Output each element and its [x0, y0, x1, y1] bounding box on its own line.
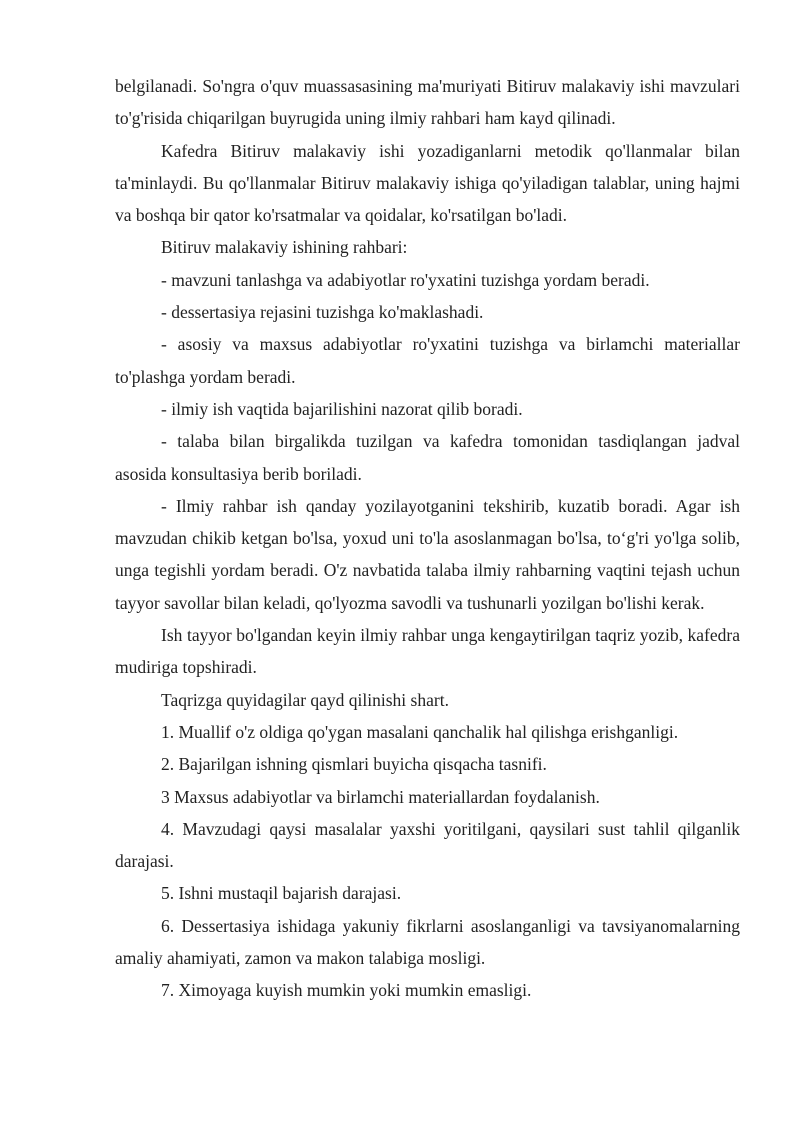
numbered-item: 2. Bajarilgan ishning qismlari buyicha qisqacha tasnifi.	[161, 754, 547, 775]
list-item: - Ilmiy rahbar ish qanday yozilayotganini tekshirib, kuzatib boradi. Agar ish mavzudan chikib ketgan bo'lsa, yoxud uni to'la asoslanmagan bo'lsa, to‘g'ri yo'lga solib, unga tegishli yordam beradi. O'z navbatida talaba ilmiy rahbarning vaqtini tejash uchun tayyor savollar bilan keladi, qo'lyozma savodli va tushunarli yozilgan bo'lishi kerak.	[115, 495, 740, 613]
numbered-item: 7. Ximoyaga kuyish mumkin yoki mumkin emasligi.	[161, 980, 532, 1001]
list-item: - mavzuni tanlashga va adabiyotlar ro'yxatini tuzishga yordam beradi.	[161, 269, 650, 290]
numbered-item: 5. Ishni mustaqil bajarish darajasi.	[161, 883, 402, 904]
list-item: - asosiy va maxsus adabiyotlar ro'yxatini tuzishga va birlamchi materiallar to'plashga yordam beradi.	[115, 334, 740, 387]
paragraph-supervisor-heading: Bitiruv malakaviy ishining rahbari:	[161, 237, 408, 258]
numbered-item: 6. Dessertasiya ishidaga yakuniy fikrlarni asoslanganligi va tavsiyanomalarning amaliy ahamiyati, zamon va makon talabiga mosligi.	[115, 915, 740, 969]
numbered-item: 3 Maxsus adabiyotlar va birlamchi materiallardan foydalanish.	[161, 786, 600, 807]
paragraph-review: Ish tayyor bo'lgandan keyin ilmiy rahbar unga kengaytirilgan taqriz yozib, kafedra mudiriga topshiradi.	[115, 625, 740, 678]
numbered-item: 1. Muallif o'z oldiga qo'ygan masalani qanchalik hal qilishga erishganligi.	[161, 721, 679, 742]
document-body	[115, 70, 740, 1007]
list-item: - dessertasiya rejasini tuzishga ko'maklashadi.	[161, 302, 484, 323]
numbered-item: 4. Mavzudagi qaysi masalalar yaxshi yoritilgani, qaysilari sust tahlil qilganlik darajasi.	[115, 818, 740, 872]
paragraph-continuation: belgilanadi. So'ngra o'quv muassasasining ma'muriyati Bitiruv malakaviy ishi mavzulari to'g'risida chiqarilgan buyrugida uning ilmiy rahbari ham kayd qilinadi.	[115, 76, 740, 129]
list-item: - ilmiy ish vaqtida bajarilishini nazorat qilib boradi.	[161, 398, 523, 419]
paragraph-methodical-guides: Kafedra Bitiruv malakaviy ishi yozadiganlarni metodik qo'llanmalar bilan ta'minlaydi. Bu qo'llanmalar Bitiruv malakaviy ishiga qo'yiladigan talablar, uning hajmi va boshqa bir qator ko'rsatmalar va qoidalar, ko'rsatilgan bo'ladi.	[115, 140, 740, 226]
list-item: - talaba bilan birgalikda tuzilgan va kafedra tomonidan tasdiqlangan jadval asosida konsultasiya berib boriladi.	[115, 431, 740, 484]
paragraph-review-requirements: Taqrizga quyidagilar qayd qilinishi shart.	[161, 689, 449, 710]
